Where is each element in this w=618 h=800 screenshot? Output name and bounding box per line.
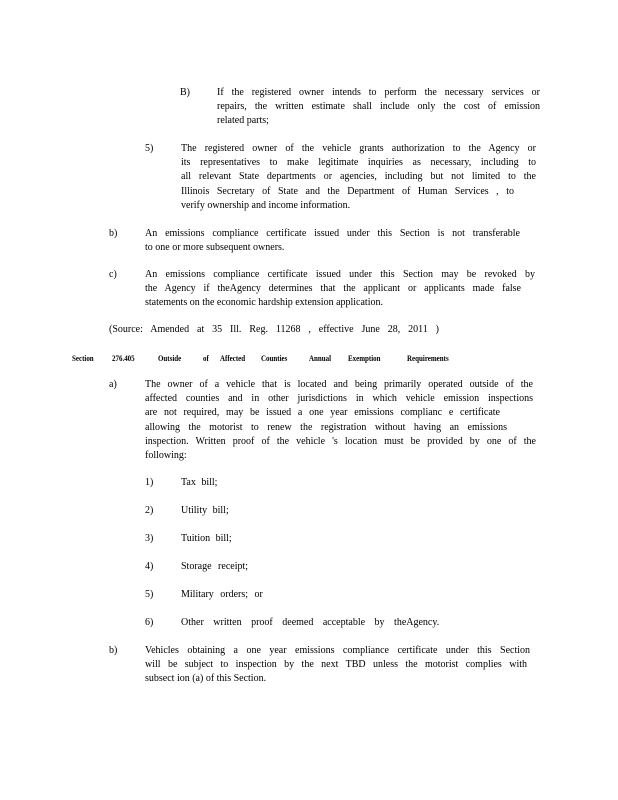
text-line: will be subject to inspection by the next TBD unless the motorist complies with — [145, 659, 527, 671]
text-line: Vehicles obtaining a one year emissions compliance certificate under this Section — [145, 645, 530, 656]
text-line: all relevant State departments or agencies, including but not limited to the — [181, 171, 536, 183]
item-5-label: 5) — [145, 143, 154, 154]
list-item-text: Tuition bill; — [181, 533, 232, 544]
heading-word: Counties — [261, 353, 288, 363]
subsection-b-text — [145, 227, 520, 255]
source-note: (Source: Amended at 35 Ill. Reg. 11268 , effective June 28, 2011 ) — [109, 324, 439, 335]
text-line: affected counties and in other jurisdictions in which vehicle emission inspections — [145, 393, 533, 405]
text-line: The owner of a vehicle that is located and being primarily operated outside of the — [145, 379, 533, 390]
list-item-text: Tax bill; — [181, 477, 218, 488]
text-line: following: — [145, 450, 187, 462]
list-item-label: 3) — [145, 533, 154, 544]
heading-word: Annual — [309, 353, 332, 363]
text-line: the Agency if theAgency determines that the applicant or applicants made false — [145, 283, 521, 295]
text-line: are not required, may be issued a one year emissions complianc e certificate — [145, 407, 500, 419]
subsection-b-label: b) — [109, 228, 118, 239]
text-line: The registered owner of the vehicle grants authorization to the Agency or — [181, 143, 536, 154]
list-item-label: 2) — [145, 505, 154, 516]
text-line: to one or more subsequent owners. — [145, 242, 285, 254]
heading-word: Requirements — [407, 353, 449, 363]
subsection-a-label: a) — [109, 379, 117, 390]
subsection-b-2-label: b) — [109, 645, 118, 656]
text-line: related parts; — [217, 115, 269, 127]
heading-word: Exemption — [348, 353, 381, 363]
list-item-label: 5) — [145, 589, 154, 600]
section-heading — [72, 352, 472, 364]
heading-word: Outside — [158, 353, 182, 363]
heading-word: Affected — [220, 353, 246, 363]
list-item-label: 4) — [145, 561, 154, 572]
text-line: An emissions compliance certificate issued under this Section may be revoked by — [145, 269, 535, 280]
section-number: 276.405 — [112, 353, 135, 363]
text-line: Illinois Secretary of State and the Department of Human Services , to — [181, 185, 514, 197]
item-B-text — [217, 86, 540, 129]
text-line: subsect ion (a) of this Section. — [145, 673, 267, 685]
subsection-c-label: c) — [109, 269, 117, 280]
text-line: An emissions compliance certificate issued under this Section is not transferable — [145, 228, 520, 239]
list-item-text: Utility bill; — [181, 505, 229, 516]
list-item-text: Other written proof deemed acceptable by theAgency. — [181, 617, 440, 628]
text-line: verify ownership and income information. — [181, 199, 351, 211]
section-word: Section — [72, 353, 94, 363]
text-line: statements on the economic hardship extension application. — [145, 297, 383, 309]
text-line: allowing the motorist to renew the registration without having an emissions — [145, 421, 507, 433]
text-line: its representatives to make legitimate inquiries as necessary, including to — [181, 157, 536, 169]
text-line: inspection. Written proof of the vehicle 's location must be provided by one of the — [145, 435, 536, 447]
list-item-label: 1) — [145, 477, 154, 488]
list-item-text: Military orders; or — [181, 589, 263, 600]
item-5-text — [181, 142, 536, 213]
subsection-c-text — [145, 268, 535, 311]
item-B-label: B) — [180, 87, 190, 98]
subsection-b-2-text — [145, 644, 530, 687]
list-item-text: Storage receipt; — [181, 561, 249, 572]
text-line: If the registered owner intends to perform the necessary services or — [217, 87, 540, 98]
heading-word: of — [203, 353, 209, 363]
text-line: repairs, the written estimate shall include only the cost of emission — [217, 101, 540, 113]
list-item-label: 6) — [145, 617, 154, 628]
subsection-a-text — [145, 378, 536, 463]
